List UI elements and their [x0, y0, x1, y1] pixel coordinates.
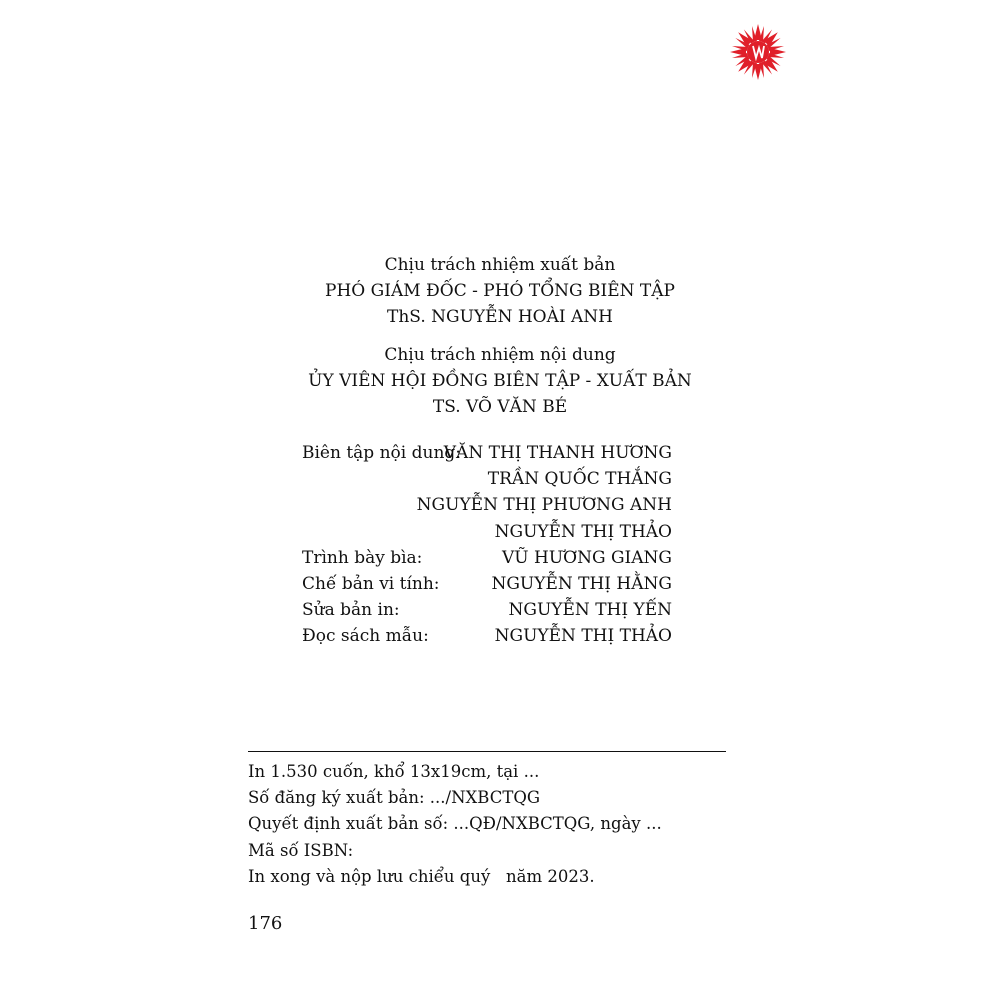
credit-row: [302, 466, 672, 492]
credit-name: NGUYỄN THỊ PHƯƠNG ANH: [416, 495, 672, 516]
credit-role: Chế bản vi tính:: [302, 573, 440, 594]
content-responsibility-label: Chịu trách nhiệm nội dung: [384, 345, 616, 365]
credit-role: Đọc sách mẫu:: [302, 626, 429, 647]
publisher-responsibility-position: PHÓ GIÁM ĐỐC - PHÓ TỔNG BIÊN TẬP: [325, 281, 675, 301]
credit-row: [302, 545, 672, 571]
imprint-divider: [248, 751, 726, 752]
credit-row: [302, 519, 672, 545]
credit-name: NGUYỄN THỊ YẾN: [508, 600, 672, 621]
content-responsibility-position: ỦY VIÊN HỘI ĐỒNG BIÊN TẬP - XUẤT BẢN: [308, 371, 692, 391]
publisher-responsibility-name: ThS. NGUYỄN HOÀI ANH: [387, 307, 613, 327]
credits-list: [302, 440, 672, 650]
credit-row: [302, 440, 672, 466]
credit-name: VŨ HƯƠNG GIANG: [502, 547, 672, 568]
credit-row: [302, 597, 672, 623]
publisher-star-logo-icon: [728, 22, 788, 82]
page-number: 176: [248, 913, 283, 934]
credit-row: [302, 623, 672, 649]
credit-name: VĂN THỊ THANH HƯƠNG: [443, 443, 672, 463]
credit-name: NGUYỄN THỊ THẢO: [494, 521, 672, 542]
imprint-line: Số đăng ký xuất bản: .../NXBCTQG: [248, 788, 541, 808]
credit-row: [302, 571, 672, 597]
imprint-line: In xong và nộp lưu chiểu quý năm 2023.: [248, 866, 595, 886]
imprint-line: Mã số ISBN:: [248, 840, 354, 860]
credit-role: Sửa bản in:: [302, 600, 400, 621]
content-responsibility-name: TS. VÕ VĂN BÉ: [432, 397, 568, 417]
credit-row: [302, 492, 672, 518]
publisher-responsibility-block: [0, 252, 1000, 330]
imprint-line: Quyết định xuất bản số: ...QĐ/NXBCTQG, ngày ...: [248, 814, 662, 834]
credit-name: TRẦN QUỐC THẮNG: [487, 469, 672, 490]
credit-name: NGUYỄN THỊ THẢO: [494, 626, 672, 647]
credit-name: NGUYỄN THỊ HẰNG: [491, 573, 672, 594]
publisher-responsibility-label: Chịu trách nhiệm xuất bản: [384, 255, 616, 275]
content-responsibility-block: [0, 342, 1000, 420]
imprint-block: [248, 759, 748, 890]
credit-role: Trình bày bìa:: [302, 547, 423, 568]
credit-role: Biên tập nội dung:: [302, 443, 462, 463]
imprint-line: In 1.530 cuốn, khổ 13x19cm, tại ...: [248, 762, 540, 781]
